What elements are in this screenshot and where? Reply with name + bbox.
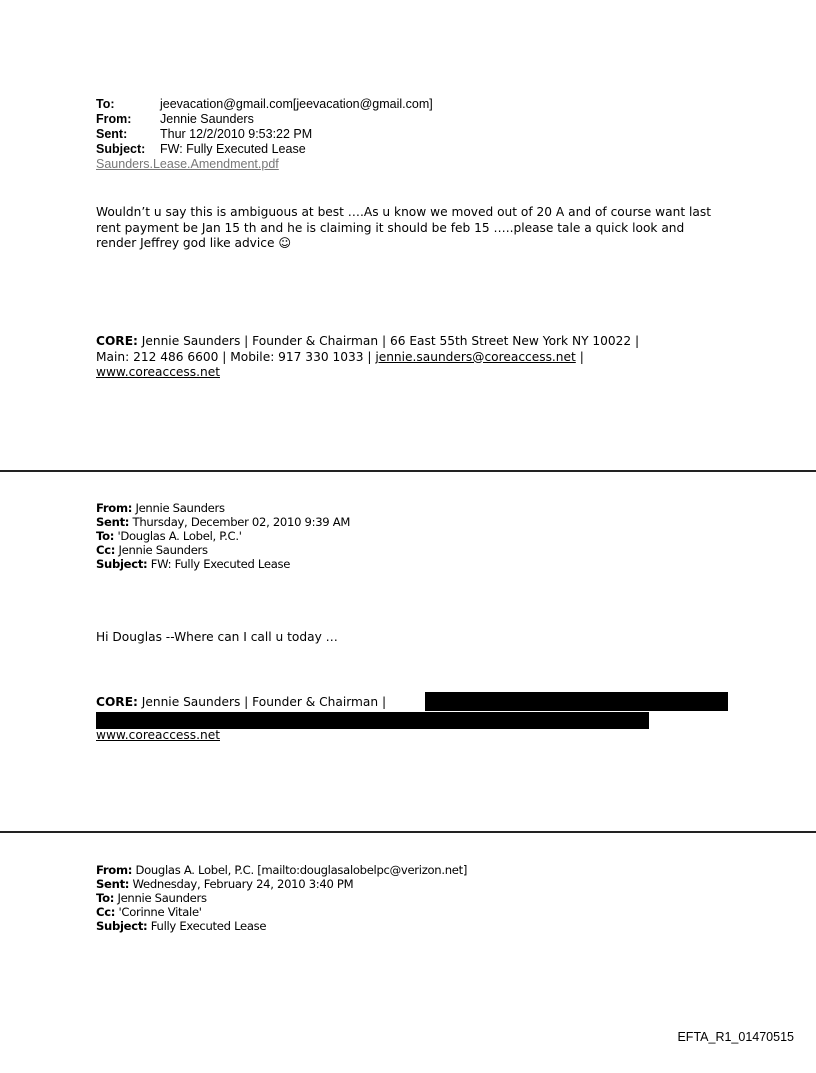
email3-from-label: From: [96, 863, 133, 877]
email2-cc-row [96, 543, 350, 557]
email2-to-value: 'Douglas A. Lobel, P.C.' [117, 529, 242, 543]
email2-sig-web-link[interactable]: www.coreaccess.net [96, 728, 220, 742]
email2-from-label: From: [96, 501, 133, 515]
email1-subject-label: Subject: [96, 142, 146, 156]
email1-sig-phones: Main: 212 486 6600 | Mobile: 917 330 1033 | [96, 349, 372, 364]
email3-to-label: To: [96, 891, 115, 905]
email2-from-row [96, 501, 350, 515]
email3-to-value: Jennie Saunders [117, 891, 207, 905]
email2-subject-value: FW: Fully Executed Lease [150, 557, 291, 571]
email1-sig-line2 [96, 350, 736, 366]
email1-subject-row [96, 142, 433, 157]
email1-header [96, 97, 433, 172]
email2-sent-value: Thursday, December 02, 2010 9:39 AM [132, 515, 351, 529]
email3-from-value: Douglas A. Lobel, P.C. [mailto:douglasalobelpc@verizon.net] [135, 863, 468, 877]
email1-sig-core: CORE: [96, 334, 138, 348]
email1-from-value: Jennie Saunders [160, 112, 254, 126]
email3-subject-row [96, 919, 467, 933]
email2-cc-value: Jennie Saunders [118, 543, 208, 557]
divider-1 [0, 470, 816, 472]
email3-header [96, 863, 467, 933]
email1-sent-value: Thur 12/2/2010 9:53:22 PM [160, 127, 313, 141]
redaction-block-1 [425, 692, 728, 711]
email2-to-label: To: [96, 529, 115, 543]
email3-cc-label: Cc: [96, 905, 116, 919]
email1-to-row [96, 97, 433, 112]
email2-body: Hi Douglas --Where can I call u today … [96, 630, 338, 644]
redaction-block-2 [96, 712, 649, 729]
email2-header [96, 501, 350, 571]
email2-sent-row [96, 515, 350, 529]
email1-sig-line1-text: Jennie Saunders | Founder & Chairman | 66 East 55th Street New York NY 10022 | [141, 334, 640, 348]
email2-to-row [96, 529, 350, 543]
email3-subject-label: Subject: [96, 919, 148, 933]
email3-cc-value: 'Corinne Vitale' [118, 905, 202, 919]
email2-sig-core: CORE: [96, 695, 138, 709]
email1-body: Wouldn’t u say this is ambiguous at best ….As u know we moved out of 20 A and of course want last rent payment be Jan 15 th and he is claiming it should be feb 15 …..please tale a quick look and render Jeffrey god like advice ☺ [96, 205, 711, 250]
email1-sent-row [96, 127, 433, 142]
email3-sent-row [96, 877, 467, 891]
email1-to-value: jeevacation@gmail.com[jeevacation@gmail.com] [160, 97, 433, 111]
email1-sig-line1 [96, 334, 736, 350]
email2-signature [96, 695, 386, 711]
email2-subject-row [96, 557, 350, 571]
email1-sig-email-link[interactable]: jennie.saunders@coreaccess.net [375, 349, 576, 364]
email3-to-row [96, 891, 467, 905]
divider-2 [0, 831, 816, 833]
email2-cc-label: Cc: [96, 543, 116, 557]
email1-sent-label: Sent: [96, 127, 128, 141]
email3-subject-value: Fully Executed Lease [150, 919, 267, 933]
email1-attachment-link[interactable]: Saunders.Lease.Amendment.pdf [96, 157, 279, 171]
email1-subject-value: FW: Fully Executed Lease [160, 142, 306, 156]
email1-sig-web-link[interactable]: www.coreaccess.net [96, 365, 220, 379]
email3-sent-value: Wednesday, February 24, 2010 3:40 PM [132, 877, 354, 891]
email1-sig-sep: | [579, 349, 584, 364]
email1-from-label: From: [96, 112, 132, 126]
email2-sig-line1: Jennie Saunders | Founder & Chairman | [141, 695, 387, 709]
email1-to-label: To: [96, 97, 115, 111]
email3-cc-row [96, 905, 467, 919]
email2-sig-web-row [96, 728, 220, 744]
email2-sent-label: Sent: [96, 515, 130, 529]
email2-subject-label: Subject: [96, 557, 148, 571]
email1-from-row [96, 112, 433, 127]
email3-sent-label: Sent: [96, 877, 130, 891]
email1-signature [96, 334, 736, 381]
email3-from-row [96, 863, 467, 877]
email2-from-value: Jennie Saunders [135, 501, 225, 515]
document-id: EFTA_R1_01470515 [677, 1030, 794, 1044]
